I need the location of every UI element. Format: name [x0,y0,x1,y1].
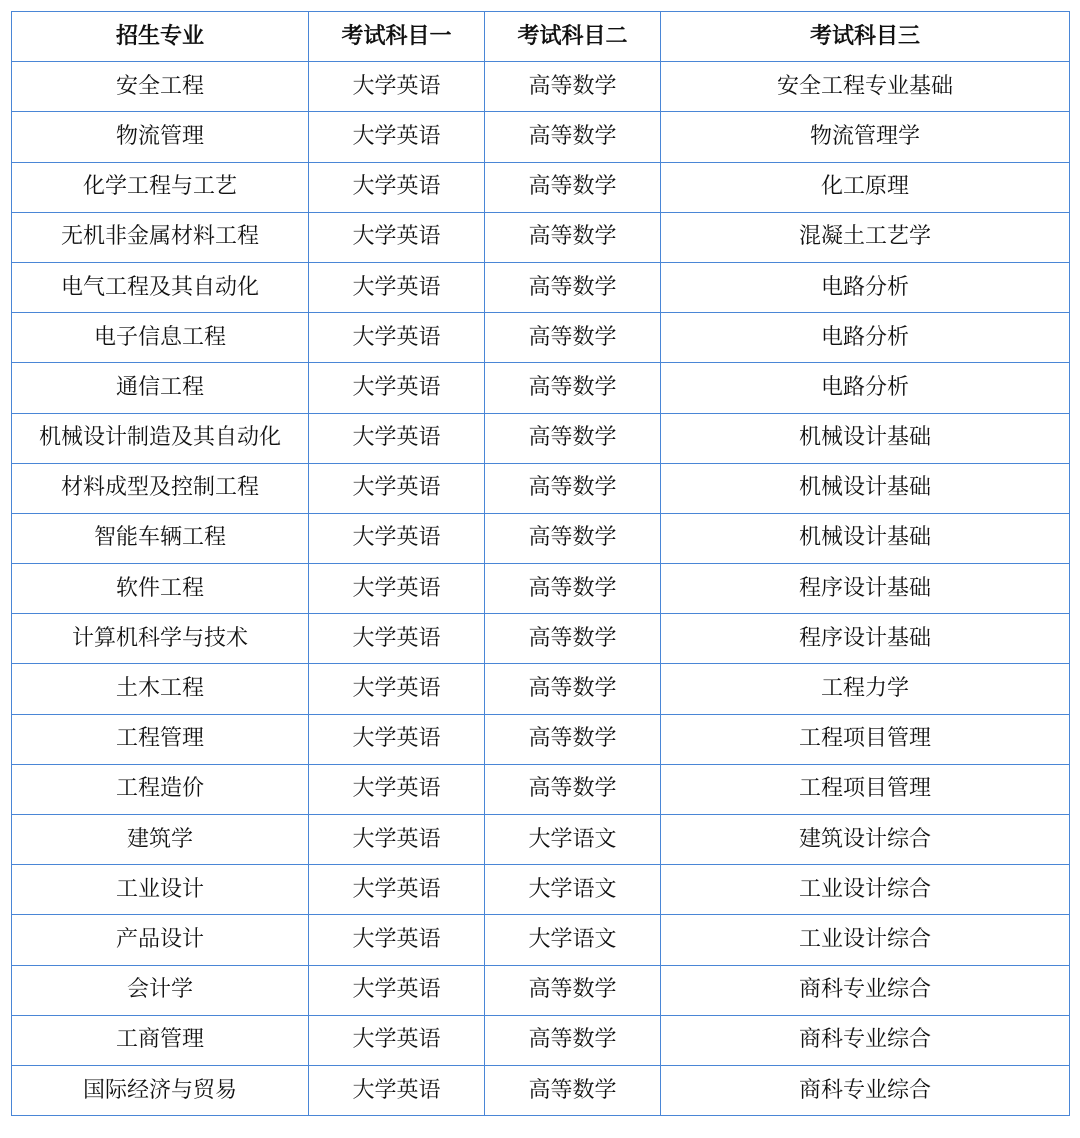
cell-subject-2: 高等数学 [485,62,661,112]
cell-subject-1: 大学英语 [309,363,485,413]
cell-subject-1: 大学英语 [309,212,485,262]
cell-subject-3: 工业设计综合 [661,865,1070,915]
cell-major: 材料成型及控制工程 [12,463,309,513]
cell-subject-3: 机械设计基础 [661,463,1070,513]
cell-subject-2: 高等数学 [485,413,661,463]
cell-subject-2: 高等数学 [485,363,661,413]
table-row [12,112,1070,162]
cell-subject-3: 程序设计基础 [661,614,1070,664]
cell-subject-1: 大学英语 [309,865,485,915]
cell-major: 工程管理 [12,714,309,764]
cell-subject-3: 商科专业综合 [661,1065,1070,1115]
cell-subject-1: 大学英语 [309,463,485,513]
table-row [12,463,1070,513]
table-row [12,513,1070,563]
cell-subject-3: 安全工程专业基础 [661,62,1070,112]
cell-subject-2: 高等数学 [485,112,661,162]
cell-subject-2: 高等数学 [485,764,661,814]
cell-subject-2: 高等数学 [485,162,661,212]
cell-subject-1: 大学英语 [309,313,485,363]
cell-subject-1: 大学英语 [309,112,485,162]
table-row [12,714,1070,764]
cell-major: 计算机科学与技术 [12,614,309,664]
table-row [12,62,1070,112]
table-row [12,564,1070,614]
cell-subject-3: 电路分析 [661,262,1070,312]
table-row [12,363,1070,413]
table-row [12,313,1070,363]
table-row [12,764,1070,814]
cell-subject-3: 机械设计基础 [661,413,1070,463]
cell-subject-1: 大学英语 [309,965,485,1015]
cell-subject-2: 高等数学 [485,965,661,1015]
cell-subject-1: 大学英语 [309,513,485,563]
cell-subject-2: 高等数学 [485,714,661,764]
cell-subject-2: 高等数学 [485,262,661,312]
cell-subject-1: 大学英语 [309,815,485,865]
table-row [12,614,1070,664]
cell-major: 国际经济与贸易 [12,1065,309,1115]
table-row [12,965,1070,1015]
cell-subject-3: 工程力学 [661,664,1070,714]
cell-major: 软件工程 [12,564,309,614]
cell-major: 机械设计制造及其自动化 [12,413,309,463]
cell-subject-3: 程序设计基础 [661,564,1070,614]
cell-major: 产品设计 [12,915,309,965]
cell-major: 电气工程及其自动化 [12,262,309,312]
table-row [12,915,1070,965]
cell-subject-2: 高等数学 [485,1015,661,1065]
cell-subject-1: 大学英语 [309,564,485,614]
table-row [12,1015,1070,1065]
table-row [12,1065,1070,1115]
cell-subject-1: 大学英语 [309,764,485,814]
cell-subject-2: 高等数学 [485,1065,661,1115]
cell-subject-1: 大学英语 [309,262,485,312]
cell-subject-3: 商科专业综合 [661,1015,1070,1065]
cell-subject-1: 大学英语 [309,915,485,965]
cell-major: 工商管理 [12,1015,309,1065]
cell-subject-1: 大学英语 [309,614,485,664]
cell-major: 通信工程 [12,363,309,413]
cell-subject-3: 工业设计综合 [661,915,1070,965]
cell-major: 物流管理 [12,112,309,162]
exam-subjects-table [11,11,1070,1116]
cell-subject-3: 工程项目管理 [661,764,1070,814]
cell-subject-1: 大学英语 [309,1015,485,1065]
table-row [12,664,1070,714]
table-row [12,212,1070,262]
cell-major: 会计学 [12,965,309,1015]
cell-subject-2: 高等数学 [485,564,661,614]
cell-subject-1: 大学英语 [309,1065,485,1115]
header-major: 招生专业 [12,12,309,62]
cell-major: 工程造价 [12,764,309,814]
cell-major: 工业设计 [12,865,309,915]
header-subject-2: 考试科目二 [485,12,661,62]
cell-subject-3: 建筑设计综合 [661,815,1070,865]
cell-subject-3: 工程项目管理 [661,714,1070,764]
cell-major: 安全工程 [12,62,309,112]
cell-subject-3: 物流管理学 [661,112,1070,162]
cell-major: 智能车辆工程 [12,513,309,563]
cell-subject-3: 电路分析 [661,313,1070,363]
cell-subject-1: 大学英语 [309,714,485,764]
table-header-row [12,12,1070,62]
cell-major: 化学工程与工艺 [12,162,309,212]
cell-subject-3: 商科专业综合 [661,965,1070,1015]
cell-subject-2: 大学语文 [485,865,661,915]
cell-subject-3: 化工原理 [661,162,1070,212]
table-row [12,413,1070,463]
table-body [12,62,1070,1116]
cell-subject-1: 大学英语 [309,664,485,714]
exam-subjects-table-container [11,11,1070,1116]
cell-subject-3: 电路分析 [661,363,1070,413]
cell-subject-2: 高等数学 [485,212,661,262]
header-subject-1: 考试科目一 [309,12,485,62]
table-row [12,262,1070,312]
cell-major: 电子信息工程 [12,313,309,363]
table-row [12,162,1070,212]
cell-subject-2: 高等数学 [485,614,661,664]
cell-major: 无机非金属材料工程 [12,212,309,262]
cell-subject-1: 大学英语 [309,62,485,112]
cell-subject-2: 高等数学 [485,463,661,513]
cell-subject-2: 大学语文 [485,915,661,965]
cell-subject-2: 高等数学 [485,313,661,363]
cell-subject-2: 高等数学 [485,664,661,714]
cell-major: 建筑学 [12,815,309,865]
cell-subject-3: 机械设计基础 [661,513,1070,563]
table-row [12,815,1070,865]
cell-major: 土木工程 [12,664,309,714]
cell-subject-1: 大学英语 [309,162,485,212]
cell-subject-1: 大学英语 [309,413,485,463]
cell-subject-3: 混凝土工艺学 [661,212,1070,262]
header-subject-3: 考试科目三 [661,12,1070,62]
cell-subject-2: 高等数学 [485,513,661,563]
table-row [12,865,1070,915]
cell-subject-2: 大学语文 [485,815,661,865]
